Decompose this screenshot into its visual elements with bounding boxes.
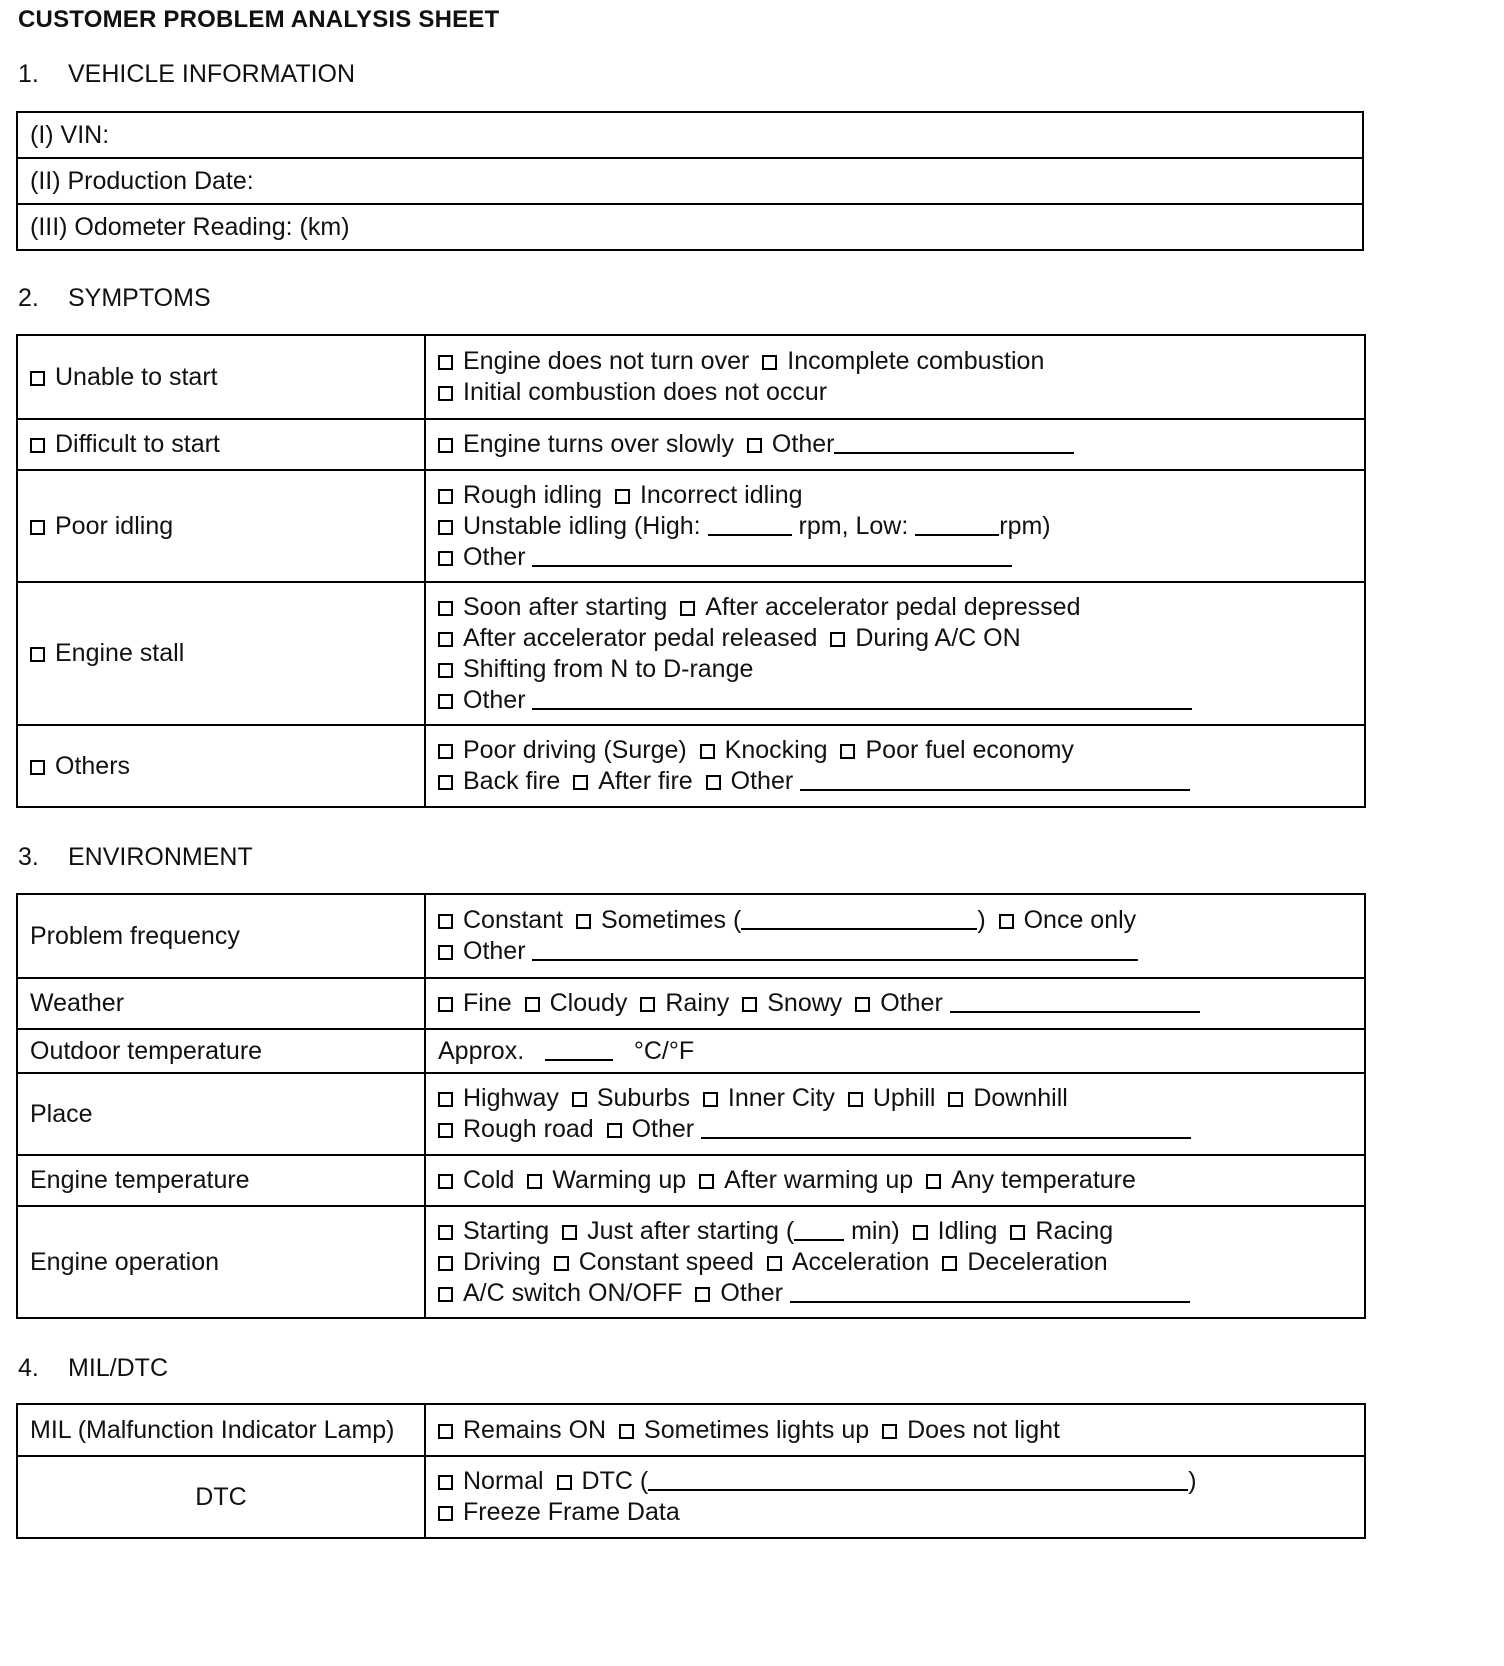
checkbox[interactable] bbox=[438, 744, 453, 759]
blank-line[interactable] bbox=[794, 1217, 844, 1241]
symptom-label-cell: Others bbox=[17, 725, 425, 807]
checkbox[interactable] bbox=[438, 386, 453, 401]
section-title: MIL/DTC bbox=[68, 1354, 168, 1382]
env-label-cell: Outdoor temperature bbox=[17, 1029, 425, 1073]
env-row-place bbox=[17, 1073, 1365, 1155]
checkbox[interactable] bbox=[999, 914, 1014, 929]
checkbox[interactable] bbox=[438, 551, 453, 566]
checkbox[interactable] bbox=[706, 775, 721, 790]
checkbox[interactable] bbox=[640, 997, 655, 1012]
blank-line[interactable] bbox=[701, 1115, 1191, 1139]
checkbox[interactable] bbox=[619, 1424, 634, 1439]
symptom-options-cell: Poor driving (Surge) Knocking Poor fuel economy Back fire After fire Other bbox=[425, 725, 1365, 807]
env-options-cell: Approx. °C/°F bbox=[425, 1029, 1365, 1073]
blank-line[interactable] bbox=[532, 686, 1192, 710]
checkbox[interactable] bbox=[438, 1256, 453, 1271]
section-number: 3. bbox=[18, 843, 39, 871]
environment-table bbox=[16, 893, 1366, 1319]
checkbox[interactable] bbox=[700, 744, 715, 759]
checkbox[interactable] bbox=[699, 1174, 714, 1189]
blank-line[interactable] bbox=[800, 767, 1190, 791]
env-row-outdoor bbox=[17, 1029, 1365, 1073]
mil-dtc-table bbox=[16, 1403, 1366, 1539]
blank-line[interactable] bbox=[741, 906, 977, 930]
checkbox[interactable] bbox=[572, 1092, 587, 1107]
section-heading-environment bbox=[18, 843, 253, 872]
symptom-row-others bbox=[17, 725, 1365, 807]
env-options-cell: Cold Warming up After warming up Any temperature bbox=[425, 1155, 1365, 1206]
checkbox[interactable] bbox=[438, 520, 453, 535]
env-label-cell: Place bbox=[17, 1073, 425, 1155]
checkbox[interactable] bbox=[855, 997, 870, 1012]
blank-line[interactable] bbox=[915, 512, 999, 536]
env-options-cell: Starting Just after starting ( min) Idling Racing Driving Constant speed Acceleration Deceleration A/C switch ON/OFF Other bbox=[425, 1206, 1365, 1318]
blank-line[interactable] bbox=[708, 512, 792, 536]
dtc-options-cell: Normal DTC ( ) Freeze Frame Data bbox=[425, 1456, 1365, 1538]
symptom-options-cell: Engine does not turn over Incomplete combustion Initial combustion does not occur bbox=[425, 335, 1365, 419]
checkbox[interactable] bbox=[525, 997, 540, 1012]
checkbox[interactable] bbox=[30, 371, 45, 386]
checkbox[interactable] bbox=[438, 1506, 453, 1521]
env-options-cell: Fine Cloudy Rainy Snowy Other bbox=[425, 978, 1365, 1029]
section-number: 4. bbox=[18, 1354, 39, 1382]
checkbox[interactable] bbox=[30, 438, 45, 453]
symptom-options-cell: Rough idling Incorrect idling Unstable idling (High: rpm, Low: rpm) Other bbox=[425, 470, 1365, 582]
checkbox[interactable] bbox=[438, 489, 453, 504]
symptom-options-cell: Engine turns over slowly Other bbox=[425, 419, 1365, 470]
checkbox[interactable] bbox=[438, 1287, 453, 1302]
checkbox[interactable] bbox=[438, 663, 453, 678]
symptom-label-cell: Engine stall bbox=[17, 582, 425, 725]
checkbox[interactable] bbox=[742, 997, 757, 1012]
checkbox[interactable] bbox=[926, 1174, 941, 1189]
section-title: VEHICLE INFORMATION bbox=[68, 60, 356, 88]
checkbox[interactable] bbox=[913, 1225, 928, 1240]
env-options-cell: Constant Sometimes ( ) Once only Other bbox=[425, 894, 1365, 978]
checkbox[interactable] bbox=[438, 945, 453, 960]
env-row-operation bbox=[17, 1206, 1365, 1318]
dtc-label-cell: DTC bbox=[17, 1456, 425, 1538]
checkbox[interactable] bbox=[438, 1092, 453, 1107]
vehicle-info-box bbox=[16, 111, 1364, 251]
checkbox[interactable] bbox=[30, 760, 45, 775]
checkbox[interactable] bbox=[438, 775, 453, 790]
env-label-cell: Engine operation bbox=[17, 1206, 425, 1318]
blank-line[interactable] bbox=[790, 1279, 1190, 1303]
symptom-row-unable bbox=[17, 335, 1365, 419]
checkbox[interactable] bbox=[438, 1424, 453, 1439]
symptom-row-difficult bbox=[17, 419, 1365, 470]
env-label-cell: Problem frequency bbox=[17, 894, 425, 978]
checkbox[interactable] bbox=[438, 1225, 453, 1240]
section-number: 1. bbox=[18, 60, 39, 88]
checkbox[interactable] bbox=[30, 520, 45, 535]
checkbox[interactable] bbox=[557, 1475, 572, 1490]
blank-line[interactable] bbox=[950, 989, 1200, 1013]
production-date-field[interactable]: (II) Production Date: bbox=[18, 159, 1362, 205]
symptom-row-idling bbox=[17, 470, 1365, 582]
checkbox[interactable] bbox=[562, 1225, 577, 1240]
checkbox[interactable] bbox=[438, 694, 453, 709]
checkbox[interactable] bbox=[1010, 1225, 1025, 1240]
symptom-row-stall bbox=[17, 582, 1365, 725]
symptom-label-cell: Unable to start bbox=[17, 335, 425, 419]
checkbox[interactable] bbox=[438, 355, 453, 370]
checkbox[interactable] bbox=[438, 601, 453, 616]
checkbox[interactable] bbox=[554, 1256, 569, 1271]
mil-row bbox=[17, 1404, 1365, 1456]
checkbox[interactable] bbox=[848, 1092, 863, 1107]
section-heading-symptoms bbox=[18, 284, 211, 313]
checkbox[interactable] bbox=[747, 438, 762, 453]
blank-line[interactable] bbox=[545, 1037, 613, 1061]
checkbox[interactable] bbox=[438, 1475, 453, 1490]
checkbox[interactable] bbox=[527, 1174, 542, 1189]
env-label-cell: Weather bbox=[17, 978, 425, 1029]
section-title: SYMPTOMS bbox=[68, 284, 211, 312]
checkbox[interactable] bbox=[30, 647, 45, 662]
checkbox[interactable] bbox=[438, 438, 453, 453]
checkbox[interactable] bbox=[830, 632, 845, 647]
section-number: 2. bbox=[18, 284, 39, 312]
checkbox[interactable] bbox=[942, 1256, 957, 1271]
dtc-row bbox=[17, 1456, 1365, 1538]
checkbox[interactable] bbox=[762, 355, 777, 370]
checkbox[interactable] bbox=[615, 489, 630, 504]
section-heading-mil bbox=[18, 1354, 168, 1383]
vin-field[interactable]: (I) VIN: bbox=[18, 113, 1362, 159]
blank-line[interactable] bbox=[532, 937, 1138, 961]
env-row-frequency bbox=[17, 894, 1365, 978]
section-heading-vehicle bbox=[18, 60, 355, 89]
odometer-field[interactable]: (III) Odometer Reading: (km) bbox=[30, 213, 350, 241]
checkbox[interactable] bbox=[882, 1424, 897, 1439]
symptom-label-cell: Poor idling bbox=[17, 470, 425, 582]
section-title: ENVIRONMENT bbox=[68, 843, 253, 871]
symptoms-table bbox=[16, 334, 1366, 808]
checkbox[interactable] bbox=[438, 914, 453, 929]
mil-label-cell: MIL (Malfunction Indicator Lamp) bbox=[17, 1404, 425, 1456]
blank-line[interactable] bbox=[532, 543, 1012, 567]
checkbox[interactable] bbox=[438, 632, 453, 647]
env-row-engine-temp bbox=[17, 1155, 1365, 1206]
blank-line[interactable] bbox=[834, 430, 1074, 454]
checkbox[interactable] bbox=[840, 744, 855, 759]
symptom-options-cell: Soon after starting After accelerator pedal depressed After accelerator pedal released During A/C ON Shifting from N to D-range Other bbox=[425, 582, 1365, 725]
symptom-label-cell: Difficult to start bbox=[17, 419, 425, 470]
checkbox[interactable] bbox=[438, 1174, 453, 1189]
checkbox[interactable] bbox=[607, 1123, 622, 1138]
checkbox[interactable] bbox=[438, 997, 453, 1012]
checkbox[interactable] bbox=[573, 775, 588, 790]
checkbox[interactable] bbox=[948, 1092, 963, 1107]
checkbox[interactable] bbox=[576, 914, 591, 929]
blank-line[interactable] bbox=[648, 1467, 1188, 1491]
env-options-cell: Highway Suburbs Inner City Uphill Downhill Rough road Other bbox=[425, 1073, 1365, 1155]
page-title: CUSTOMER PROBLEM ANALYSIS SHEET bbox=[18, 6, 500, 33]
env-row-weather bbox=[17, 978, 1365, 1029]
checkbox[interactable] bbox=[703, 1092, 718, 1107]
checkbox[interactable] bbox=[438, 1123, 453, 1138]
env-label-cell: Engine temperature bbox=[17, 1155, 425, 1206]
checkbox[interactable] bbox=[695, 1287, 710, 1302]
checkbox[interactable] bbox=[767, 1256, 782, 1271]
mil-options-cell: Remains ON Sometimes lights up Does not light bbox=[425, 1404, 1365, 1456]
checkbox[interactable] bbox=[680, 601, 695, 616]
